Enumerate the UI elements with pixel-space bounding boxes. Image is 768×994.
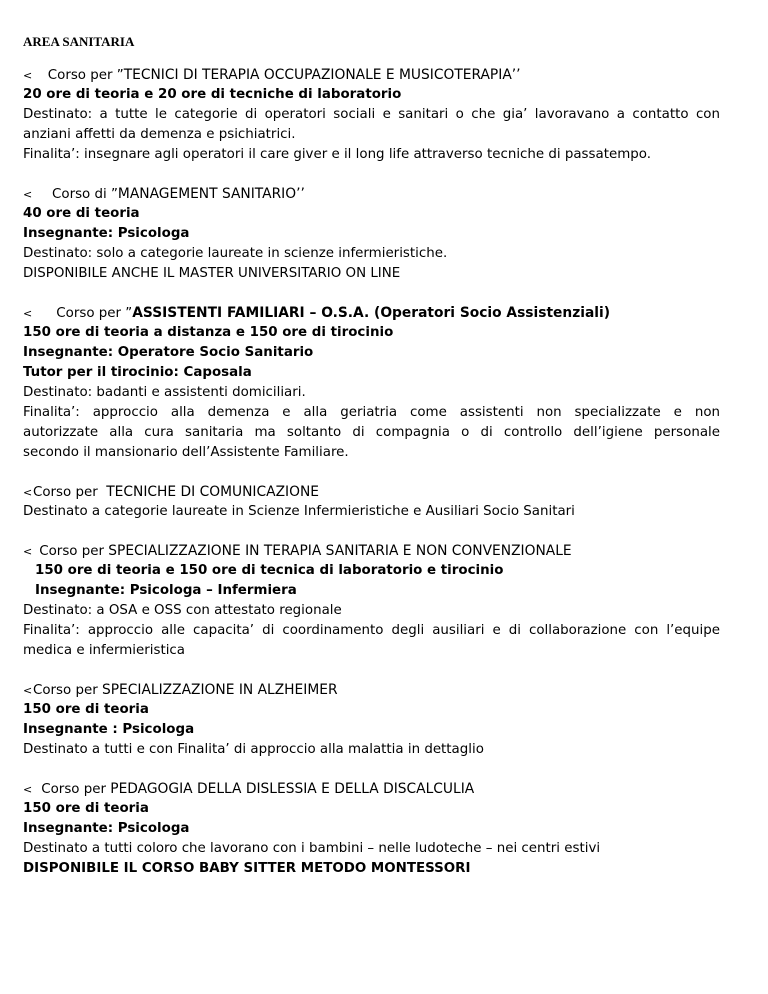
course-title (23, 483, 319, 502)
course-teacher: Insegnante : Psicologa (23, 722, 195, 737)
course-title-prefix: Corso per ” (47, 68, 124, 83)
bullet-marker: < (23, 307, 33, 320)
course-teacher: Insegnante: Psicologa (23, 226, 190, 241)
course-title-text: MANAGEMENT SANITARIO’’ (117, 186, 305, 202)
course-note: DISPONIBILE IL CORSO BABY SITTER METODO MONTESSORI (23, 861, 471, 876)
course-hours: 20 ore di teoria e 20 ore di tecniche di laboratorio (23, 87, 402, 102)
course-title-text: PEDAGOGIA DELLA DISLESSIA E DELLA DISCALCULIA (110, 781, 475, 797)
course-title (23, 542, 572, 561)
course-goal: Finalita’: approccio alla demenza e alla geriatria come assistenti non specializzate e non (23, 405, 720, 420)
bullet-marker: < (23, 545, 33, 558)
course-hours: 150 ore di teoria e 150 ore di tecnica di laboratorio e tirocinio (35, 563, 504, 578)
course-target: Destinato a tutti coloro che lavorano con i bambini – nelle ludoteche – nei centri estivi (23, 841, 601, 856)
bullet-marker: < (23, 69, 33, 82)
course-title-prefix: Corso per ” (56, 306, 133, 321)
course-title-prefix: Corso per (33, 485, 102, 500)
course-title-text: TECNICHE DI COMUNICAZIONE (106, 484, 319, 500)
course-title-text: SPECIALIZZAZIONE IN TERAPIA SANITARIA E NON CONVENZIONALE (108, 543, 572, 559)
course-goal-cont: autorizzate alla cura sanitaria ma soltanto di compagnia o di controllo dell’igiene personale (23, 425, 720, 440)
course-title (23, 304, 610, 323)
bullet-marker: < (23, 783, 33, 796)
course-target: Destinato: a OSA e OSS con attestato regionale (23, 603, 342, 618)
course-target: Destinato a categorie laureate in Scienze Infermieristiche e Ausiliari Socio Sanitari (23, 504, 575, 519)
course-teacher: Insegnante: Psicologa (23, 821, 190, 836)
course-hours: 150 ore di teoria (23, 801, 149, 816)
course-title-prefix: Corso per (41, 782, 111, 797)
course-title (23, 780, 474, 799)
course-target: Destinato: solo a categorie laureate in scienze infermieristiche. (23, 246, 448, 261)
course-hours: 150 ore di teoria (23, 702, 149, 717)
course-target: Destinato a tutti e con Finalita’ di approccio alla malattia in dettaglio (23, 742, 484, 757)
course-goal: Finalita’: approccio alle capacita’ di coordinamento degli ausiliari e di collaborazione con l’equipe (23, 623, 720, 638)
course-title-text: SPECIALIZZAZIONE IN ALZHEIMER (101, 682, 338, 698)
bullet-marker: < (23, 486, 33, 499)
course-target-cont: anziani affetti da demenza e psichiatrici. (23, 127, 296, 142)
course-teacher: Insegnante: Psicologa – Infermiera (35, 583, 297, 598)
course-title-text: ASSISTENTI FAMILIARI – O.S.A. (Operatori Socio Assistenziali) (132, 305, 611, 321)
bullet-marker: < (23, 188, 33, 201)
course-hours: 150 ore di teoria a distanza e 150 ore di tirocinio (23, 325, 394, 340)
course-title-prefix: Corso per (39, 544, 109, 559)
course-title-text: TECNICI DI TERAPIA OCCUPAZIONALE E MUSICOTERAPIA’’ (123, 67, 521, 83)
course-goal-cont: medica e infermieristica (23, 643, 185, 658)
course-goal-end: secondo il mansionario dell’Assistente Familiare. (23, 445, 349, 460)
course-goal: Finalita’: insegnare agli operatori il care giver e il long life attraverso tecniche di passatempo. (23, 147, 651, 162)
course-hours: 40 ore di teoria (23, 206, 140, 221)
course-teacher: Insegnante: Operatore Socio Sanitario (23, 345, 314, 360)
course-target: Destinato: badanti e assistenti domiciliari. (23, 385, 306, 400)
course-target: Destinato: a tutte le categorie di operatori sociali e sanitari o che gia’ lavoravano a contatto con (23, 107, 720, 122)
course-title-prefix: Corso per (33, 683, 102, 698)
course-note: DISPONIBILE ANCHE IL MASTER UNIVERSITARIO ON LINE (23, 266, 401, 281)
course-title (23, 66, 521, 85)
bullet-marker: < (23, 684, 33, 697)
course-title (23, 185, 305, 204)
course-title-prefix: Corso di ” (52, 187, 118, 202)
course-title (23, 681, 338, 700)
course-tutor: Tutor per il tirocinio: Caposala (23, 365, 252, 380)
page-heading: AREA SANITARIA (23, 34, 135, 49)
